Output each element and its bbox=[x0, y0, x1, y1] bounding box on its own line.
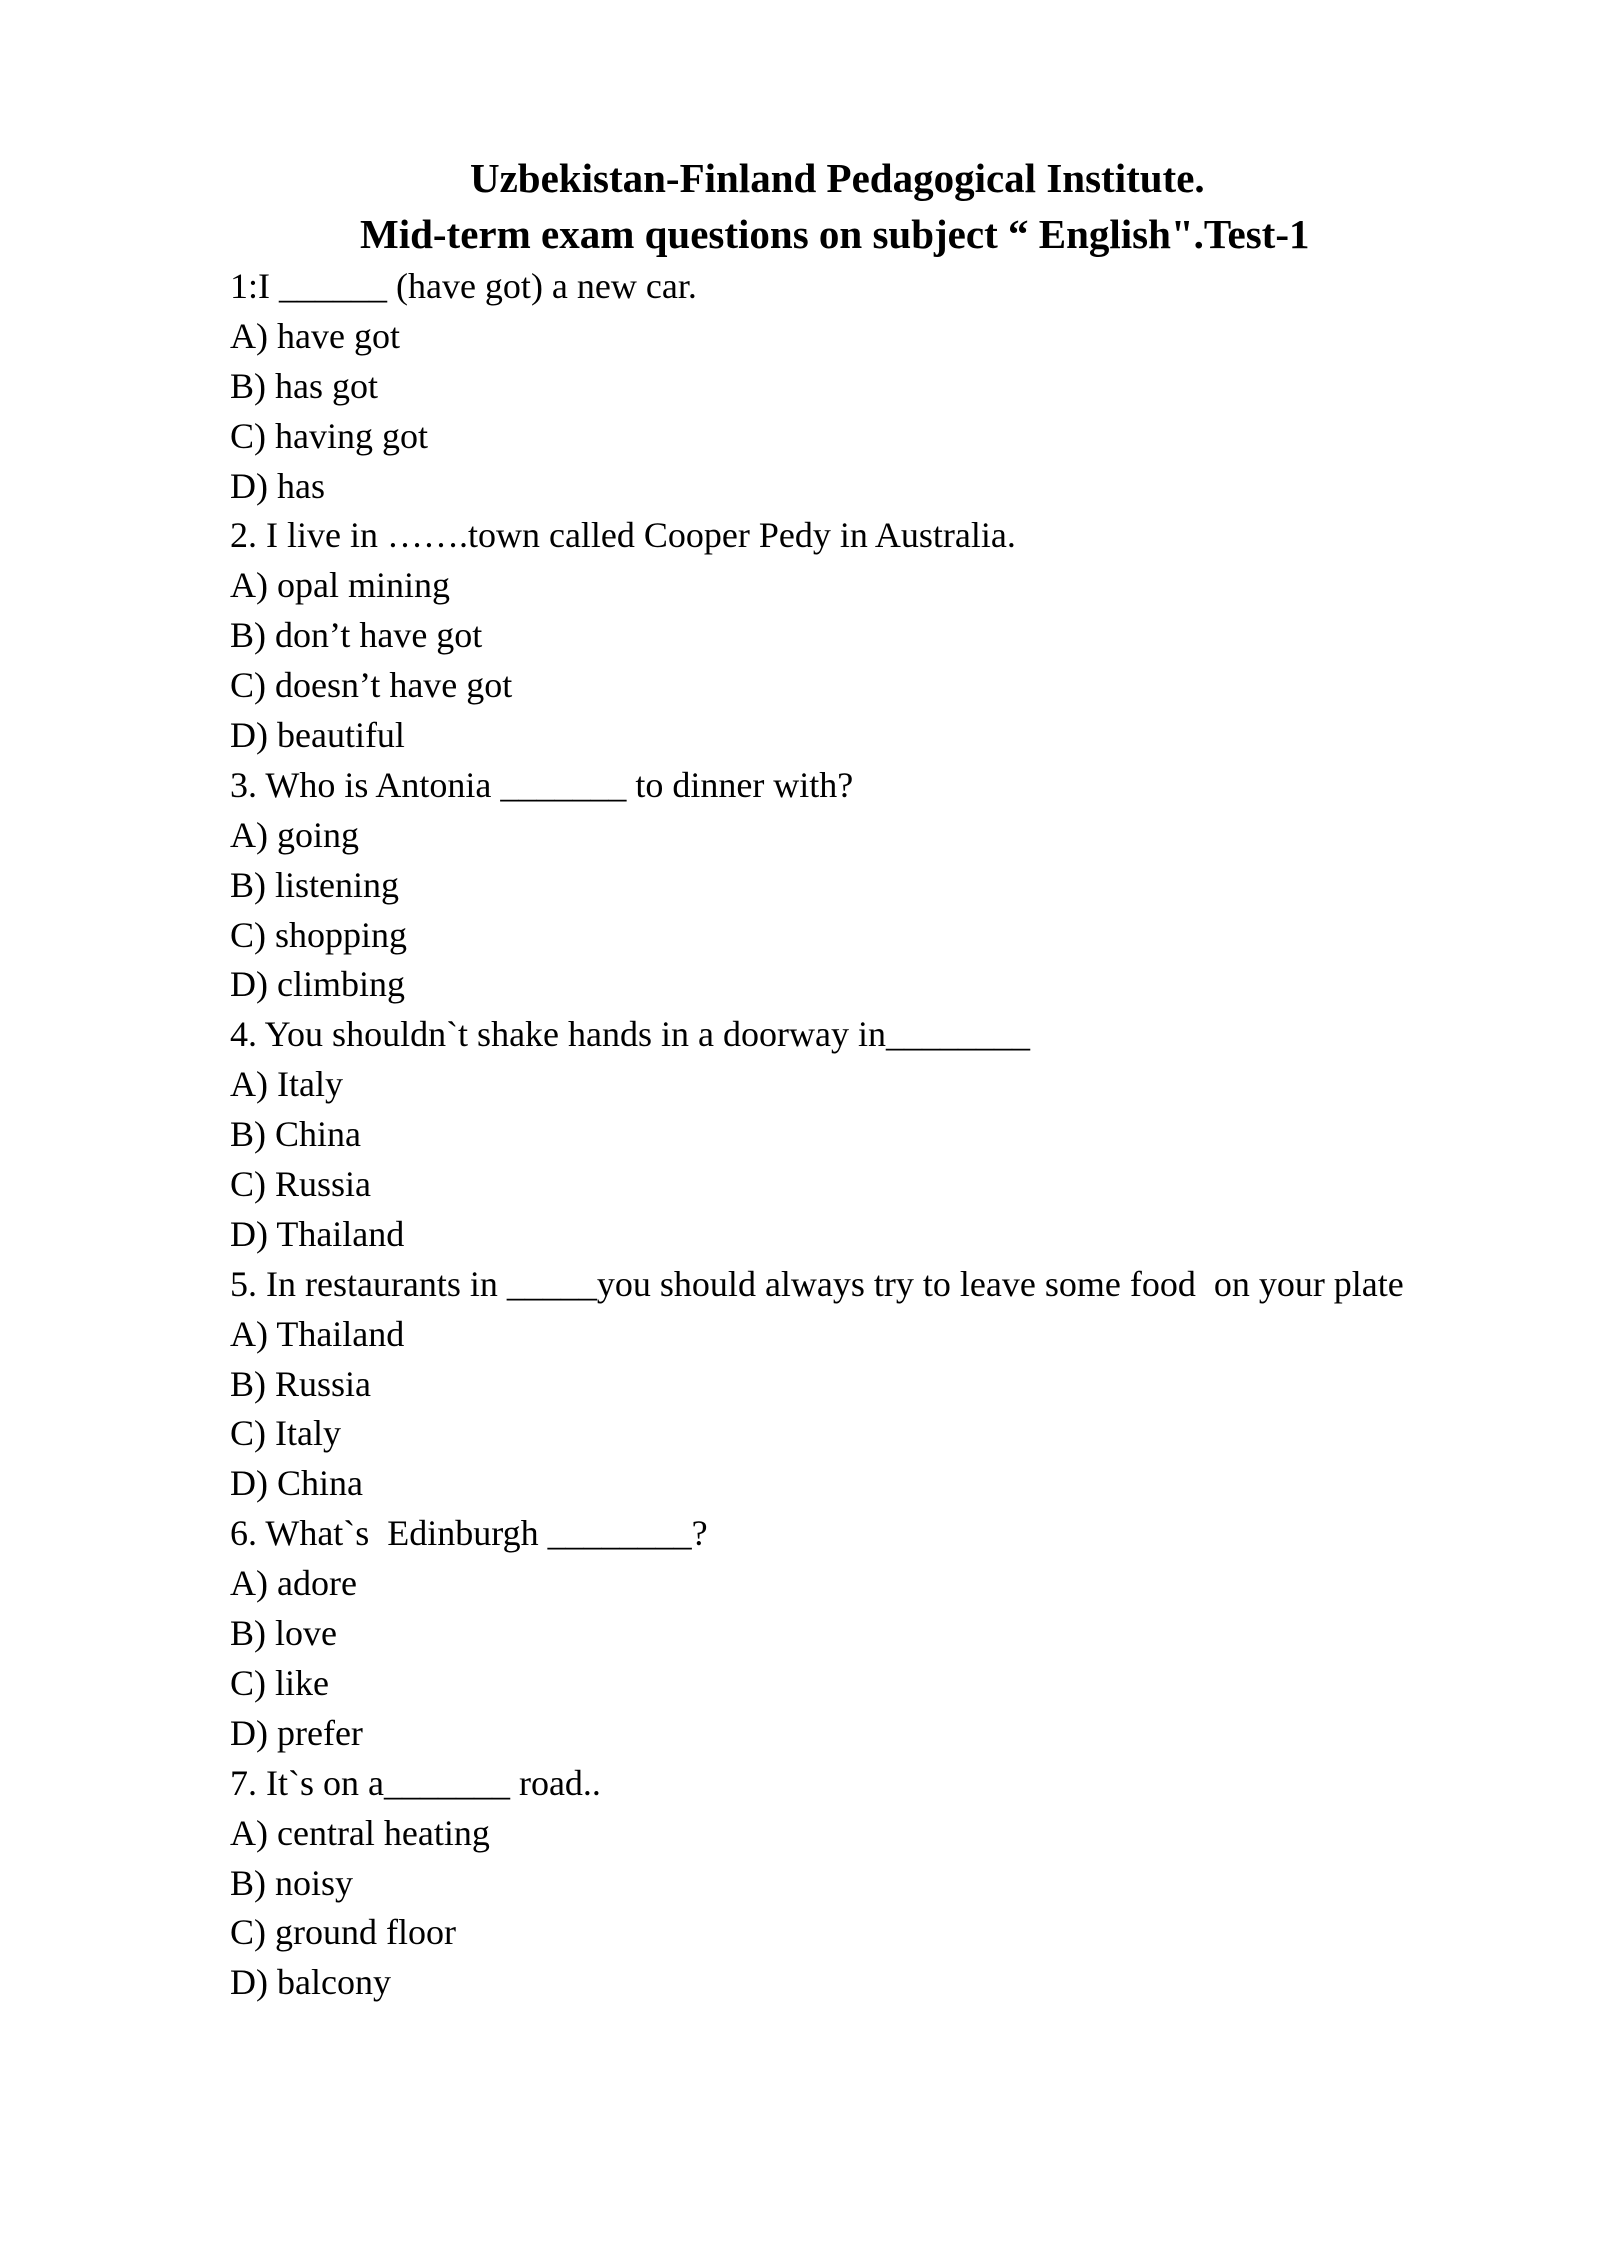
answer-option-b: B) Russia bbox=[230, 1363, 372, 1404]
answer-option-d: D) China bbox=[230, 1463, 363, 1504]
answer-option-b: B) listening bbox=[230, 864, 399, 905]
answer-option-a: A) going bbox=[230, 814, 359, 855]
answer-option-c: C) ground floor bbox=[230, 1912, 456, 1953]
question-7 bbox=[230, 1759, 1570, 2008]
question-text: 5. In restaurants in _____you should always try to leave some food on your plate bbox=[230, 1263, 1404, 1304]
answer-option-a: A) Italy bbox=[230, 1064, 343, 1105]
question-text: 6. What`s Edinburgh ________? bbox=[230, 1513, 708, 1554]
answer-option-c: C) having got bbox=[230, 415, 428, 456]
question-1 bbox=[230, 262, 1570, 511]
question-2 bbox=[230, 511, 1570, 760]
answer-option-a: A) have got bbox=[230, 315, 400, 356]
answer-option-c: C) Italy bbox=[230, 1413, 341, 1454]
answer-option-a: A) adore bbox=[230, 1563, 357, 1604]
answer-option-d: D) prefer bbox=[230, 1712, 363, 1753]
answer-option-d: D) Thailand bbox=[230, 1213, 405, 1254]
answer-option-c: C) like bbox=[230, 1662, 329, 1703]
answer-option-b: B) love bbox=[230, 1613, 337, 1654]
answer-option-a: A) central heating bbox=[230, 1812, 490, 1853]
answer-option-a: A) opal mining bbox=[230, 565, 450, 606]
question-3 bbox=[230, 761, 1570, 1010]
question-5 bbox=[230, 1260, 1570, 1509]
question-text: 1:I ______ (have got) a new car. bbox=[230, 266, 697, 306]
question-text: 2. I live in …….town called Cooper Pedy in Australia. bbox=[230, 515, 1016, 556]
answer-option-c: C) doesn’t have got bbox=[230, 665, 513, 706]
answer-option-d: D) beautiful bbox=[230, 715, 405, 756]
answer-option-c: C) Russia bbox=[230, 1164, 372, 1205]
exam-title: Mid-term exam questions on subject “ English".Test-1 bbox=[360, 211, 1310, 257]
question-list bbox=[230, 262, 1570, 2008]
question-text: 3. Who is Antonia _______ to dinner with? bbox=[230, 764, 854, 805]
answer-option-c: C) shopping bbox=[230, 914, 408, 955]
question-4 bbox=[230, 1010, 1570, 1259]
answer-option-b: B) noisy bbox=[230, 1862, 354, 1903]
answer-option-b: B) don’t have got bbox=[230, 615, 483, 656]
question-text: 4. You shouldn`t shake hands in a doorway in________ bbox=[230, 1014, 1030, 1055]
question-6 bbox=[230, 1509, 1570, 1758]
answer-option-a: A) Thailand bbox=[230, 1313, 405, 1354]
institute-title: Uzbekistan-Finland Pedagogical Institute. bbox=[470, 155, 1205, 201]
question-text: 7. It`s on a_______ road.. bbox=[230, 1762, 601, 1803]
answer-option-d: D) climbing bbox=[230, 964, 405, 1005]
answer-option-d: D) has bbox=[230, 465, 325, 506]
answer-option-d: D) balcony bbox=[230, 1962, 391, 2003]
answer-option-b: B) China bbox=[230, 1114, 361, 1155]
answer-option-b: B) has got bbox=[230, 365, 378, 406]
